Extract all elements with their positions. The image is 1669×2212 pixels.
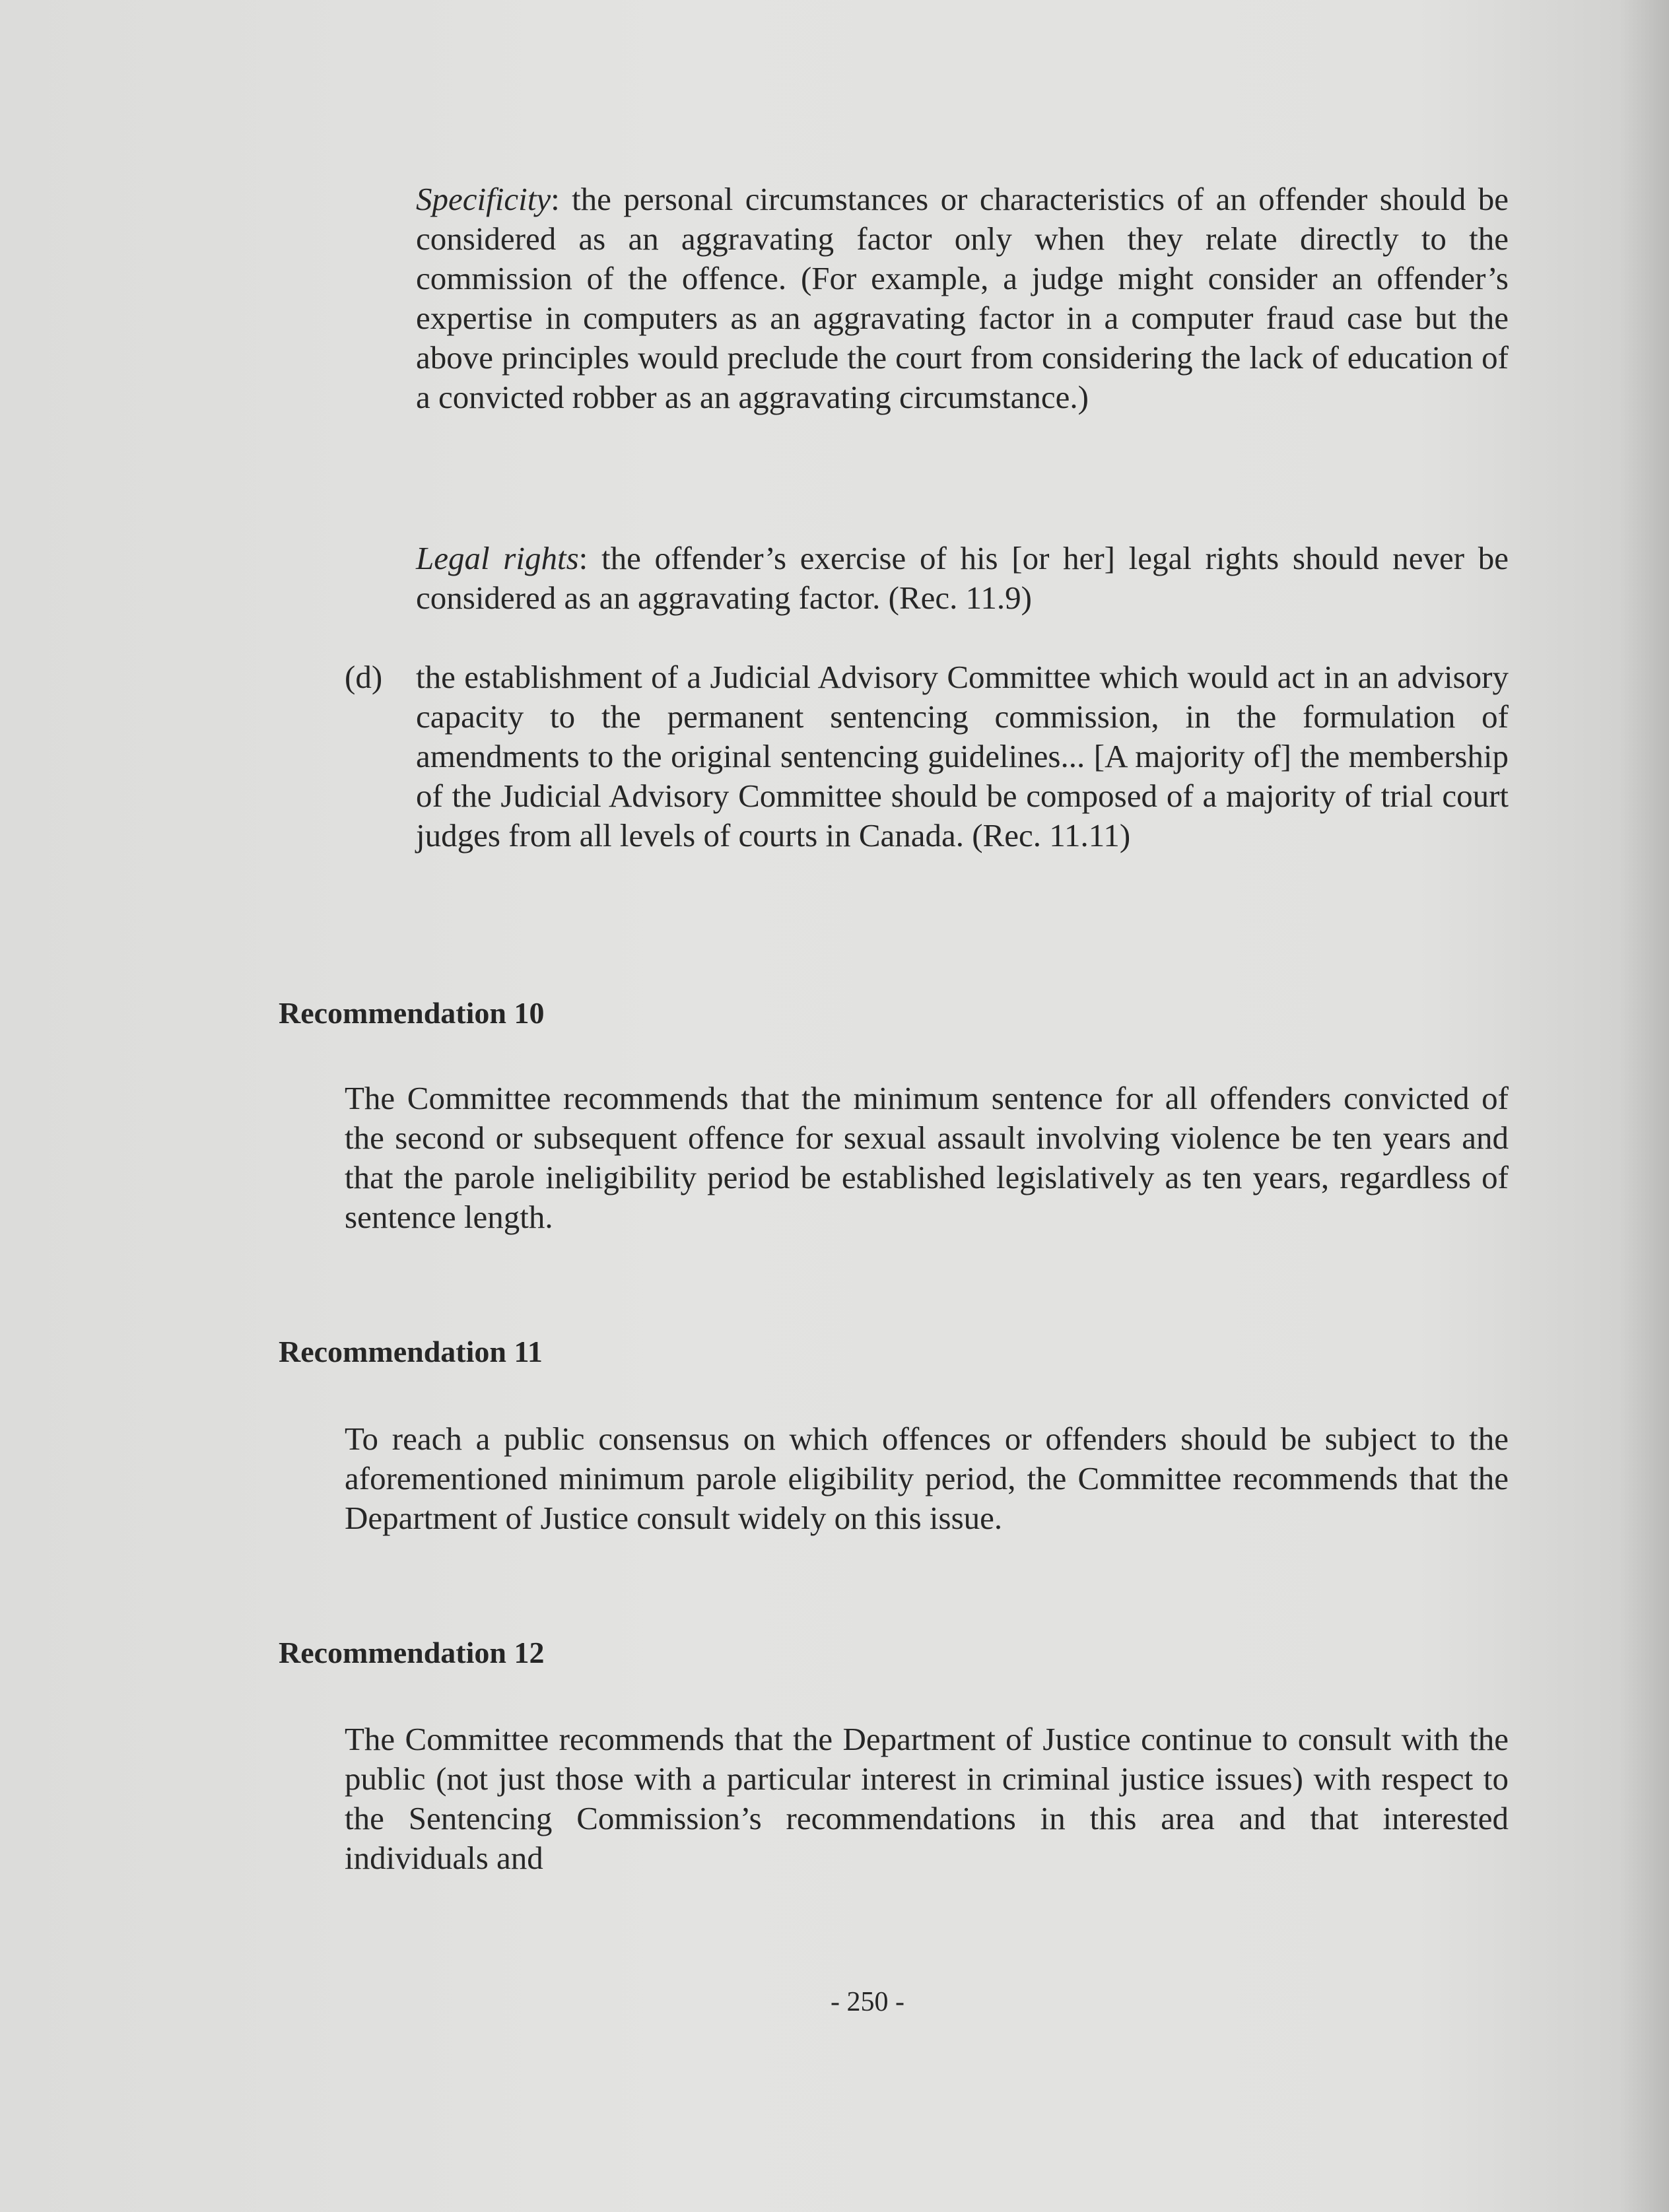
recommendation-10-text: The Committee recommends that the minimum sentence for all offenders convicted of the second or subsequent offence for sexual assault involving violence be ten years and that the parole ineligibility period be established legislatively as ten years, regardless of sentence length. [345, 1080, 1509, 1235]
recommendation-11-text: To reach a public consensus on which offences or offenders should be subject to the aforementioned minimum parole eligibility period, the Committee recommends that the Department of Justice consult widely on this issue. [345, 1421, 1509, 1536]
recommendation-12-text: The Committee recommends that the Department of Justice continue to consult with the public (not just those with a particular interest in criminal justice issues) with respect to the Sentencing Commission’s recommendations in this area and that interested individuals and [345, 1721, 1509, 1876]
legal-rights-paragraph [416, 539, 1509, 618]
recommendation-10-heading: Recommendation 10 [279, 996, 545, 1030]
specificity-term: Specificity [416, 181, 551, 217]
item-d-paragraph: the establishment of a Judicial Advisory Committee which would act in an advisory capacity to the permanent sentencing commission, in the formulation of amendments to the original sentencing guidelines... [A majority of] the membership of the Judicial Advisory Committee should be composed of a majority of trial court judges from all levels of courts in Canada. (Rec. 11.11) [416, 659, 1509, 854]
recommendation-12-heading: Recommendation 12 [279, 1636, 545, 1669]
recommendation-11-heading: Recommendation 11 [279, 1335, 543, 1368]
specificity-paragraph [416, 180, 1509, 417]
page-number: - 250 - [831, 1987, 904, 2017]
item-d-label: (d) [345, 659, 383, 695]
legal-rights-term: Legal rights [416, 540, 579, 576]
specificity-text: : the personal circumstances or characteristics of an offender should be considered as an aggravating factor only when they relate directly to the commission of the offence. (For example, a judge might consider an offender’s expertise in computers as an aggravating factor in a computer fraud case but the above principles would preclude the court from considering the lack of education of a convicted robber as an aggravating circumstance.) [416, 181, 1509, 415]
legal-rights-text: : the offender’s exercise of his [or her] legal rights should never be considered as an aggravating factor. (Rec. 11.9) [416, 540, 1509, 616]
